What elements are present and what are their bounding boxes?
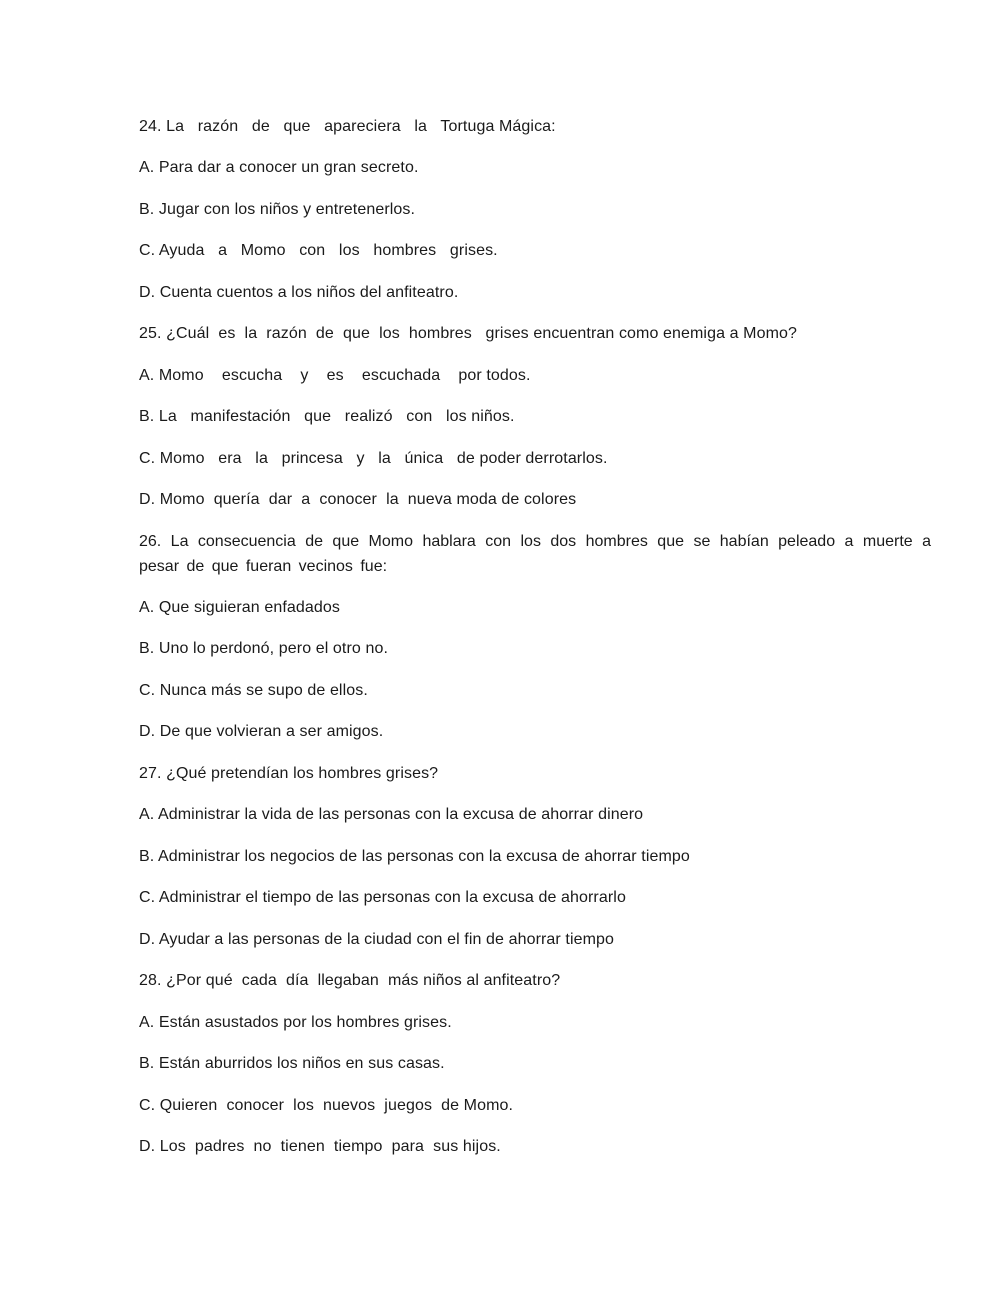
question-27-option-a: A. Administrar la vida de las personas con la excusa de ahorrar dinero bbox=[139, 806, 644, 823]
question-28-option-a: A. Están asustados por los hombres grises. bbox=[139, 1014, 452, 1031]
question-25-option-b: B. La manifestación que realizó con los niños. bbox=[139, 408, 515, 425]
question-25-option-d: D. Momo quería dar a conocer la nueva moda de colores bbox=[139, 491, 577, 508]
question-25: 25. ¿Cuál es la razón de que los hombres grises encuentran como enemiga a Momo? bbox=[139, 325, 798, 342]
question-27-option-c: C. Administrar el tiempo de las personas con la excusa de ahorrarlo bbox=[139, 889, 626, 906]
question-26-option-d: D. De que volvieran a ser amigos. bbox=[139, 723, 384, 740]
question-27: 27. ¿Qué pretendían los hombres grises? bbox=[139, 765, 439, 782]
question-24-option-a: A. Para dar a conocer un gran secreto. bbox=[139, 159, 419, 176]
question-25-option-c: C. Momo era la princesa y la única de poder derrotarlos. bbox=[139, 450, 608, 467]
question-26-option-c: C. Nunca más se supo de ellos. bbox=[139, 682, 368, 699]
question-28-option-c: C. Quieren conocer los nuevos juegos de Momo. bbox=[139, 1097, 514, 1114]
question-24-option-d: D. Cuenta cuentos a los niños del anfiteatro. bbox=[139, 284, 459, 301]
question-24-option-c: C. Ayuda a Momo con los hombres grises. bbox=[139, 242, 498, 259]
question-26: 26. La consecuencia de que Momo hablara con los dos hombres que se habían peleado a muerte a pesar de que fueran vecinos fue: bbox=[139, 533, 931, 575]
question-26-option-a: A. Que siguieran enfadados bbox=[139, 599, 340, 616]
question-27-option-d: D. Ayudar a las personas de la ciudad con el fin de ahorrar tiempo bbox=[139, 931, 615, 948]
question-24: 24. La razón de que apareciera la Tortuga Mágica: bbox=[139, 118, 556, 135]
question-27-option-b: B. Administrar los negocios de las personas con la excusa de ahorrar tiempo bbox=[139, 848, 690, 865]
question-26-option-b: B. Uno lo perdonó, pero el otro no. bbox=[139, 640, 388, 657]
question-25-option-a: A. Momo escucha y es escuchada por todos. bbox=[139, 367, 531, 384]
question-28: 28. ¿Por qué cada día llegaban más niños al anfiteatro? bbox=[139, 972, 561, 989]
question-24-option-b: B. Jugar con los niños y entretenerlos. bbox=[139, 201, 416, 218]
question-28-option-b: B. Están aburridos los niños en sus casas. bbox=[139, 1055, 445, 1072]
question-28-option-d: D. Los padres no tienen tiempo para sus hijos. bbox=[139, 1138, 501, 1155]
